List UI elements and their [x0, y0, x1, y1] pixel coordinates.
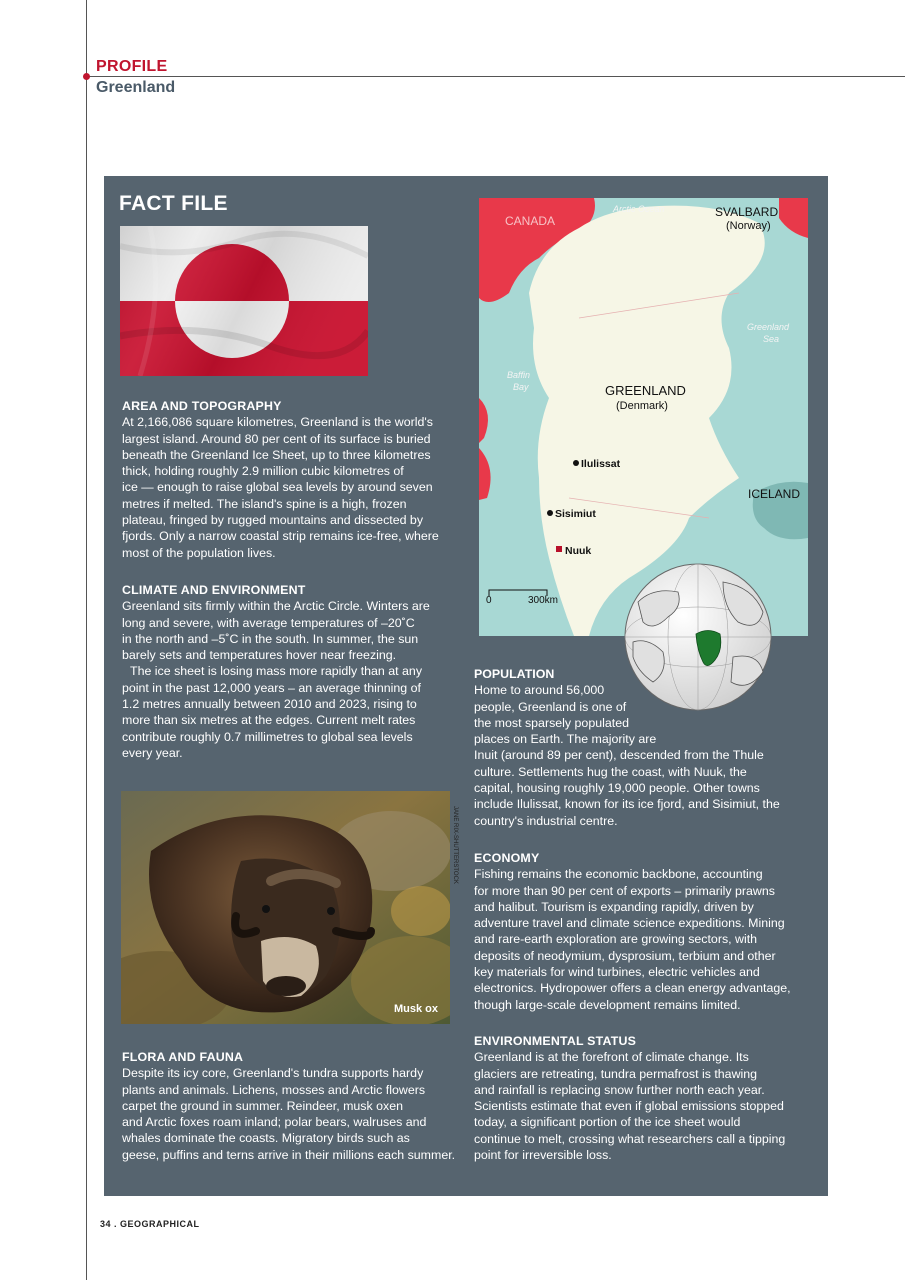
fact-file-title: FACT FILE: [119, 192, 228, 215]
population-line: people, Greenland is one of: [474, 699, 627, 714]
population-line: country's industrial centre.: [474, 813, 618, 828]
photo-credit: JANE RIX-SHUTTERSTOCK: [452, 806, 458, 884]
economy-line: adventure travel and climate science expeditions. Mining: [474, 916, 785, 931]
economy-line: deposits of neodymium, dysprosium, terbium and other: [474, 948, 776, 963]
photo-caption: Musk ox: [394, 1003, 439, 1015]
environmental-line: Greenland is at the forefront of climate change. Its: [474, 1050, 749, 1065]
population-line: Inuit (around 89 per cent), descended from the Thule: [474, 748, 764, 763]
climate-line: long and severe, with average temperatures of –20˚C: [122, 615, 415, 630]
map-marker-nuuk: [556, 546, 562, 552]
map-label-baffin: Baffin: [507, 370, 531, 380]
population-line: the most sparsely populated: [474, 715, 629, 730]
environmental-status-section: [474, 1033, 814, 1163]
map-label-denmark: (Denmark): [616, 400, 668, 412]
flora-line: and Arctic foxes roam inland; polar bears, walruses and: [122, 1115, 427, 1130]
economy-line: for more than 90 per cent of exports – primarily prawns: [474, 883, 775, 898]
flora-line: geese, puffins and terns arrive in their millions each summer.: [122, 1147, 456, 1162]
map-label-iceland: ICELAND: [748, 487, 801, 501]
subsection-label: Greenland: [96, 79, 176, 96]
economy-line: and rare-earth exploration are growing sectors, with: [474, 932, 758, 947]
area-line: ice — enough to raise global sea levels by around seven: [122, 480, 433, 495]
environmental-line: Scientists estimate that even if global emissions stopped: [474, 1099, 784, 1114]
climate-line: The ice sheet is losing mass more rapidly than at any: [130, 664, 423, 679]
area-line: plateau, fringed by rugged mountains and dissected by: [122, 513, 424, 528]
environmental-line: today, a significant portion of the ice sheet would: [474, 1115, 741, 1130]
flora-line: Despite its icy core, Greenland's tundra supports hardy: [122, 1066, 424, 1081]
climate-line: Greenland sits firmly within the Arctic Circle. Winters are: [122, 599, 430, 614]
map-marker-ilulissat: [573, 460, 579, 466]
map-label-sisimiut: Sisimiut: [555, 508, 596, 520]
population-line: include Ilulissat, known for its ice fjord, and Sisimiut, the: [474, 797, 780, 812]
flora-fauna-section: [122, 1049, 457, 1163]
map-label-greenland-sea: Greenland: [747, 322, 790, 332]
map-label-canada: CANADA: [505, 214, 556, 228]
map-label-svalbard: SVALBARD: [715, 205, 779, 219]
climate-heading: CLIMATE AND ENVIRONMENT: [122, 583, 306, 597]
economy-line: Fishing remains the economic backbone, accounting: [474, 867, 763, 882]
climate-line: barely sets and temperatures hover near freezing.: [122, 648, 397, 663]
economy-line: though large-scale development remains limited.: [474, 997, 741, 1012]
climate-line: 1.2 metres annually between 2010 and 2023, rising to: [122, 697, 417, 712]
climate-line: every year.: [122, 745, 183, 760]
area-topography-heading: AREA AND TOPOGRAPHY: [122, 399, 282, 413]
flora-fauna-heading: FLORA AND FAUNA: [122, 1050, 244, 1064]
economy-section: [474, 850, 814, 1013]
map-label-nuuk: Nuuk: [565, 545, 592, 557]
population-line: places on Earth. The majority are: [474, 732, 657, 747]
environmental-line: and rainfall is replacing snow further north each year.: [474, 1082, 765, 1097]
economy-heading: ECONOMY: [474, 851, 540, 865]
flora-line: whales dominate the coasts. Migratory birds such as: [122, 1131, 410, 1146]
map-label-greenland-sea-2: Sea: [763, 334, 780, 344]
area-line: beneath the Greenland Ice Sheet, up to three kilometres: [122, 447, 431, 462]
area-line: At 2,166,086 square kilometres, Greenland is the world's: [122, 415, 433, 430]
flora-line: carpet the ground in summer. Reindeer, musk oxen: [122, 1098, 404, 1113]
map-label-greenland: GREENLAND: [605, 383, 686, 398]
climate-section: [122, 582, 457, 761]
economy-line: electronics. Hydropower offers a clean energy advantage,: [474, 981, 791, 996]
environmental-line: continue to melt, crossing what researchers call a tipping: [474, 1131, 786, 1146]
environmental-status-heading: ENVIRONMENTAL STATUS: [474, 1034, 637, 1048]
map-marker-sisimiut: [547, 510, 553, 516]
flora-line: plants and animals. Lichens, mosses and Arctic flowers: [122, 1082, 426, 1097]
climate-line: contribute roughly 0.7 millimetres to global sea levels: [122, 729, 413, 744]
area-topography-section: [122, 398, 457, 561]
population-line: culture. Settlements hug the coast, with Nuuk, the: [474, 764, 747, 779]
map-label-arctic-ocean: Arctic Ocean: [613, 204, 665, 214]
area-line: most of the population lives.: [122, 545, 276, 560]
area-line: fjords. Only a narrow coastal strip remains ice-free, where: [122, 529, 439, 544]
header-rule-dot: [83, 73, 90, 80]
area-line: thick, holding roughly 2.9 million cubic kilometres of: [122, 464, 404, 479]
section-label: PROFILE: [96, 58, 168, 75]
population-heading: POPULATION: [474, 667, 555, 681]
musk-ox-photo: [121, 791, 450, 1024]
map-label-norway: (Norway): [726, 220, 771, 232]
population-section: [474, 666, 809, 829]
climate-line: more than six metres at the edges. Current melt rates: [122, 713, 416, 728]
population-line: capital, housing roughly 19,000 people. Other towns: [474, 781, 760, 796]
environmental-line: glaciers are retreating, tundra permafrost is thawing: [474, 1066, 758, 1081]
page-footer: 34 . GEOGRAPHICAL: [100, 1219, 200, 1229]
greenland-flag-image: [120, 226, 368, 376]
map-label-ilulissat: Ilulissat: [581, 458, 621, 470]
economy-line: key materials for wind turbines, electric vehicles and: [474, 965, 760, 980]
economy-line: and halibut. Tourism is expanding rapidly, driven by: [474, 899, 754, 914]
margin-rule-vertical: [86, 0, 87, 1280]
environmental-line: point for irreversible loss.: [474, 1148, 612, 1163]
population-line: Home to around 56,000: [474, 683, 605, 698]
climate-line: point in the past 12,000 years – an average thinning of: [122, 680, 421, 695]
map-label-baffin-bay: Bay: [513, 382, 529, 392]
map-scale-0: 0: [486, 595, 492, 606]
area-line: largest island. Around 80 per cent of its surface is buried: [122, 431, 431, 446]
area-line: metres if melted. The island's spine is a high, frozen: [122, 496, 407, 511]
map-scale-300: 300km: [528, 595, 559, 606]
header-rule: [86, 76, 905, 77]
climate-line: in the north and –5˚C in the south. In summer, the sun: [122, 631, 419, 646]
